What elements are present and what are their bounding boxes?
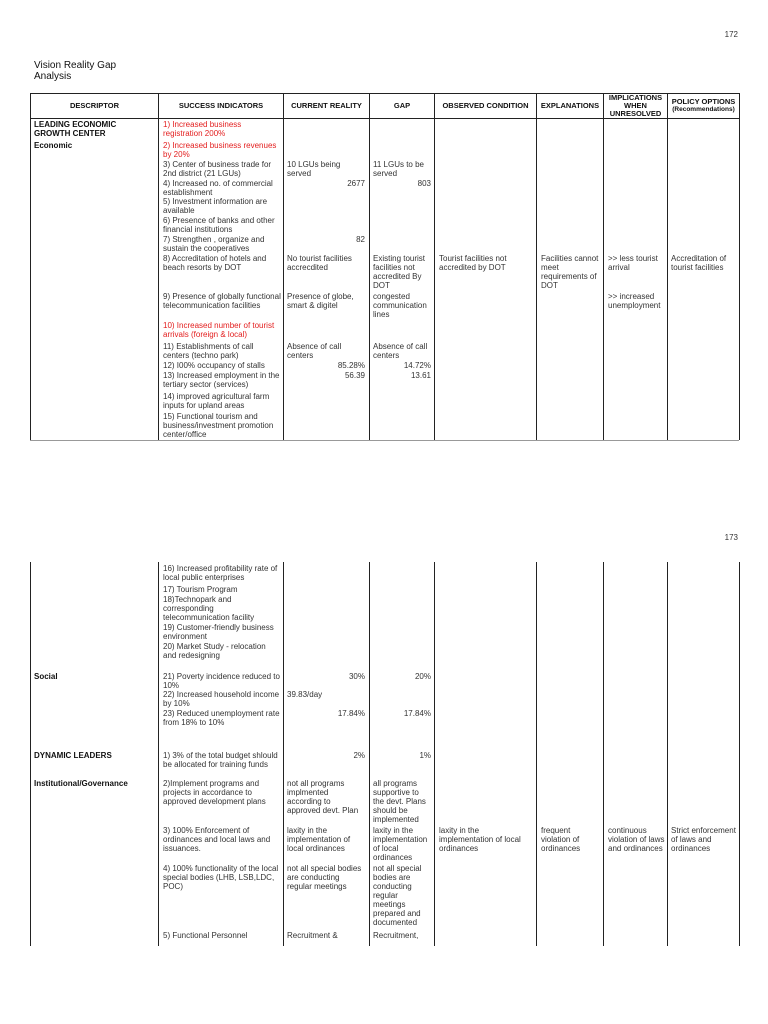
indicator-5: 5) Investment information are available [163, 197, 268, 215]
gap-21: 20% [414, 672, 431, 681]
reality-13: 56.39 [344, 371, 365, 380]
header-descriptor: DESCRIPTOR [69, 101, 120, 110]
indicator-15: 15) Functional tourism and business/investment promotion center/office [163, 412, 274, 439]
gap-4: 803 [417, 179, 431, 188]
gap-13: 13.61 [410, 371, 431, 380]
header-policy-sub: (Recommendations) [672, 106, 735, 113]
gap-9: congested communication lines [373, 292, 427, 319]
reality-d1: 2% [353, 751, 365, 760]
reality-4: 2677 [347, 179, 365, 188]
policy-d3: Strict enforcement of laws and ordinances [671, 826, 736, 853]
gap-d2: all programs supportive to the devt. Plans should be implemented [373, 779, 426, 824]
indicator-9: 9) Presence of globally functional telecommunication facilities [163, 292, 281, 310]
indicator-23: 23) Reduced unemployment rate from 18% to 10% [163, 709, 280, 727]
reality-9: Presence of globe, smart & digitel [287, 292, 354, 310]
indicator-19: 19) Customer-friendly business environment [163, 623, 274, 641]
header-success-indicators: SUCCESS INDICATORS [178, 101, 264, 110]
descriptor-economic: Economic [34, 141, 73, 150]
indicator-d1: 1) 3% of the total budget shlould be allocated for training funds [163, 751, 278, 769]
reality-d2: not all programs implmented according to approved devt. Plan [287, 779, 359, 815]
indicator-1: 1) Increased business registration 200% [163, 120, 242, 138]
indicator-14: 14) improved agricultural farm inputs for upland areas [163, 392, 270, 410]
indicator-12: 12) I00% occupancy of stalls [163, 361, 265, 370]
page-number-173: 173 [724, 533, 738, 542]
implication-d3: continuous violation of laws and ordinances [608, 826, 665, 853]
header-policy-options [668, 94, 739, 118]
implication-8a: >> less tourist arrival [608, 254, 658, 272]
indicator-2: 2) Increased business revenues by 20% [163, 141, 277, 159]
reality-23: 17.84% [337, 709, 365, 718]
observed-d3: laxity in the implementation of local ordinances [439, 826, 521, 853]
indicator-10: 10) Increased number of tourist arrivals (foreign & local) [163, 321, 275, 339]
header-observed-condition: OBSERVED CONDITION [442, 101, 529, 110]
explanation-8: Facilities cannot meet requirements of DOT [541, 254, 599, 290]
reality-7: 82 [356, 235, 365, 244]
header-gap: GAP [393, 101, 411, 110]
indicator-4: 4) Increased no. of commercial establishment [163, 179, 273, 197]
header-explanations: EXPLANATIONS [540, 101, 600, 110]
header-policy-label: POLICY OPTIONS [671, 97, 736, 106]
gap-3: 11 LGUs to be served [373, 160, 424, 178]
reality-12: 85.28% [337, 361, 365, 370]
gap-23: 17.84% [403, 709, 431, 718]
reality-21: 30% [348, 672, 365, 681]
implication-8b: >> increased unemployment [608, 292, 661, 310]
reality-8: No tourist facilities accrecdited [287, 254, 352, 272]
indicator-20: 20) Market Study - relocation and redesigning [163, 642, 266, 660]
indicator-d4: 4) 100% functionality of the local special bodies (LHB, LSB,LDC, POC) [163, 864, 279, 891]
indicator-d3: 3) 100% Enforcement of ordinances and local laws and issuances. [163, 826, 271, 853]
descriptor-social: Social [34, 672, 58, 681]
indicator-22: 22) Increased household income by 10% [163, 690, 280, 708]
indicator-17: 17) Tourism Program [163, 585, 238, 594]
header-implications: IMPLICATIONS WHEN UNRESOLVED [608, 93, 663, 118]
indicator-d2: 2)Implement programs and projects in accordance to approved development plans [163, 779, 266, 806]
gap-11: Absence of call centers [373, 342, 428, 360]
indicator-3: 3) Center of business trade for 2nd district (21 LGUs) [163, 160, 272, 178]
gap-d5: Recruitment, [373, 931, 419, 940]
indicator-21: 21) Poverty incidence reduced to 10% [163, 672, 280, 690]
reality-22: 39.83/day [287, 690, 323, 699]
observed-8: Tourist facilities not accredited by DOT [439, 254, 507, 272]
indicator-13: 13) Increased employment in the tertiary sector (services) [163, 371, 280, 389]
policy-8: Accreditation of tourist facilities [671, 254, 727, 272]
indicator-8: 8) Accreditation of hotels and beach resorts by DOT [163, 254, 267, 272]
document-title: Vision Reality Gap Analysis [34, 60, 117, 82]
gap-8: Existing tourist facilities not accredited By DOT [373, 254, 426, 290]
reality-d5: Recruitment & [287, 931, 338, 940]
reality-d4: not all special bodies are conducting regular meetings [287, 864, 362, 891]
reality-d3: laxity in the implementation of local ordinances [287, 826, 351, 853]
indicator-18: 18)Technopark and corresponding telecommunication facility [163, 595, 255, 622]
indicator-6: 6) Presence of banks and other financial institutions [163, 216, 275, 234]
descriptor-dynamic-leaders: DYNAMIC LEADERS [34, 751, 112, 760]
gap-12: 14.72% [403, 361, 431, 370]
header-current-reality: CURRENT REALITY [291, 101, 362, 110]
descriptor-leading-economic: LEADING ECONOMIC GROWTH CENTER [34, 120, 117, 138]
gap-d3: laxity in the implementation of local ordinances [373, 826, 428, 862]
reality-3: 10 LGUs being served [287, 160, 341, 178]
page-number-172: 172 [724, 30, 738, 39]
gap-d4: not all special bodies are conducting regular meetings prepared and documented [373, 864, 422, 927]
reality-11: Absence of call centers [287, 342, 342, 360]
gap-d1: 1% [419, 751, 431, 760]
explanation-d3: frequent violation of ordinances [541, 826, 581, 853]
indicator-16: 16) Increased profitability rate of local public enterprises [163, 564, 278, 582]
indicator-d5: 5) Functional Personnel [163, 931, 248, 940]
indicator-7: 7) Strengthen , organize and sustain the cooperatives [163, 235, 265, 253]
descriptor-institutional: Institutional/Governance [34, 779, 128, 788]
indicator-11: 11) Establishments of call centers (techno park) [163, 342, 254, 360]
